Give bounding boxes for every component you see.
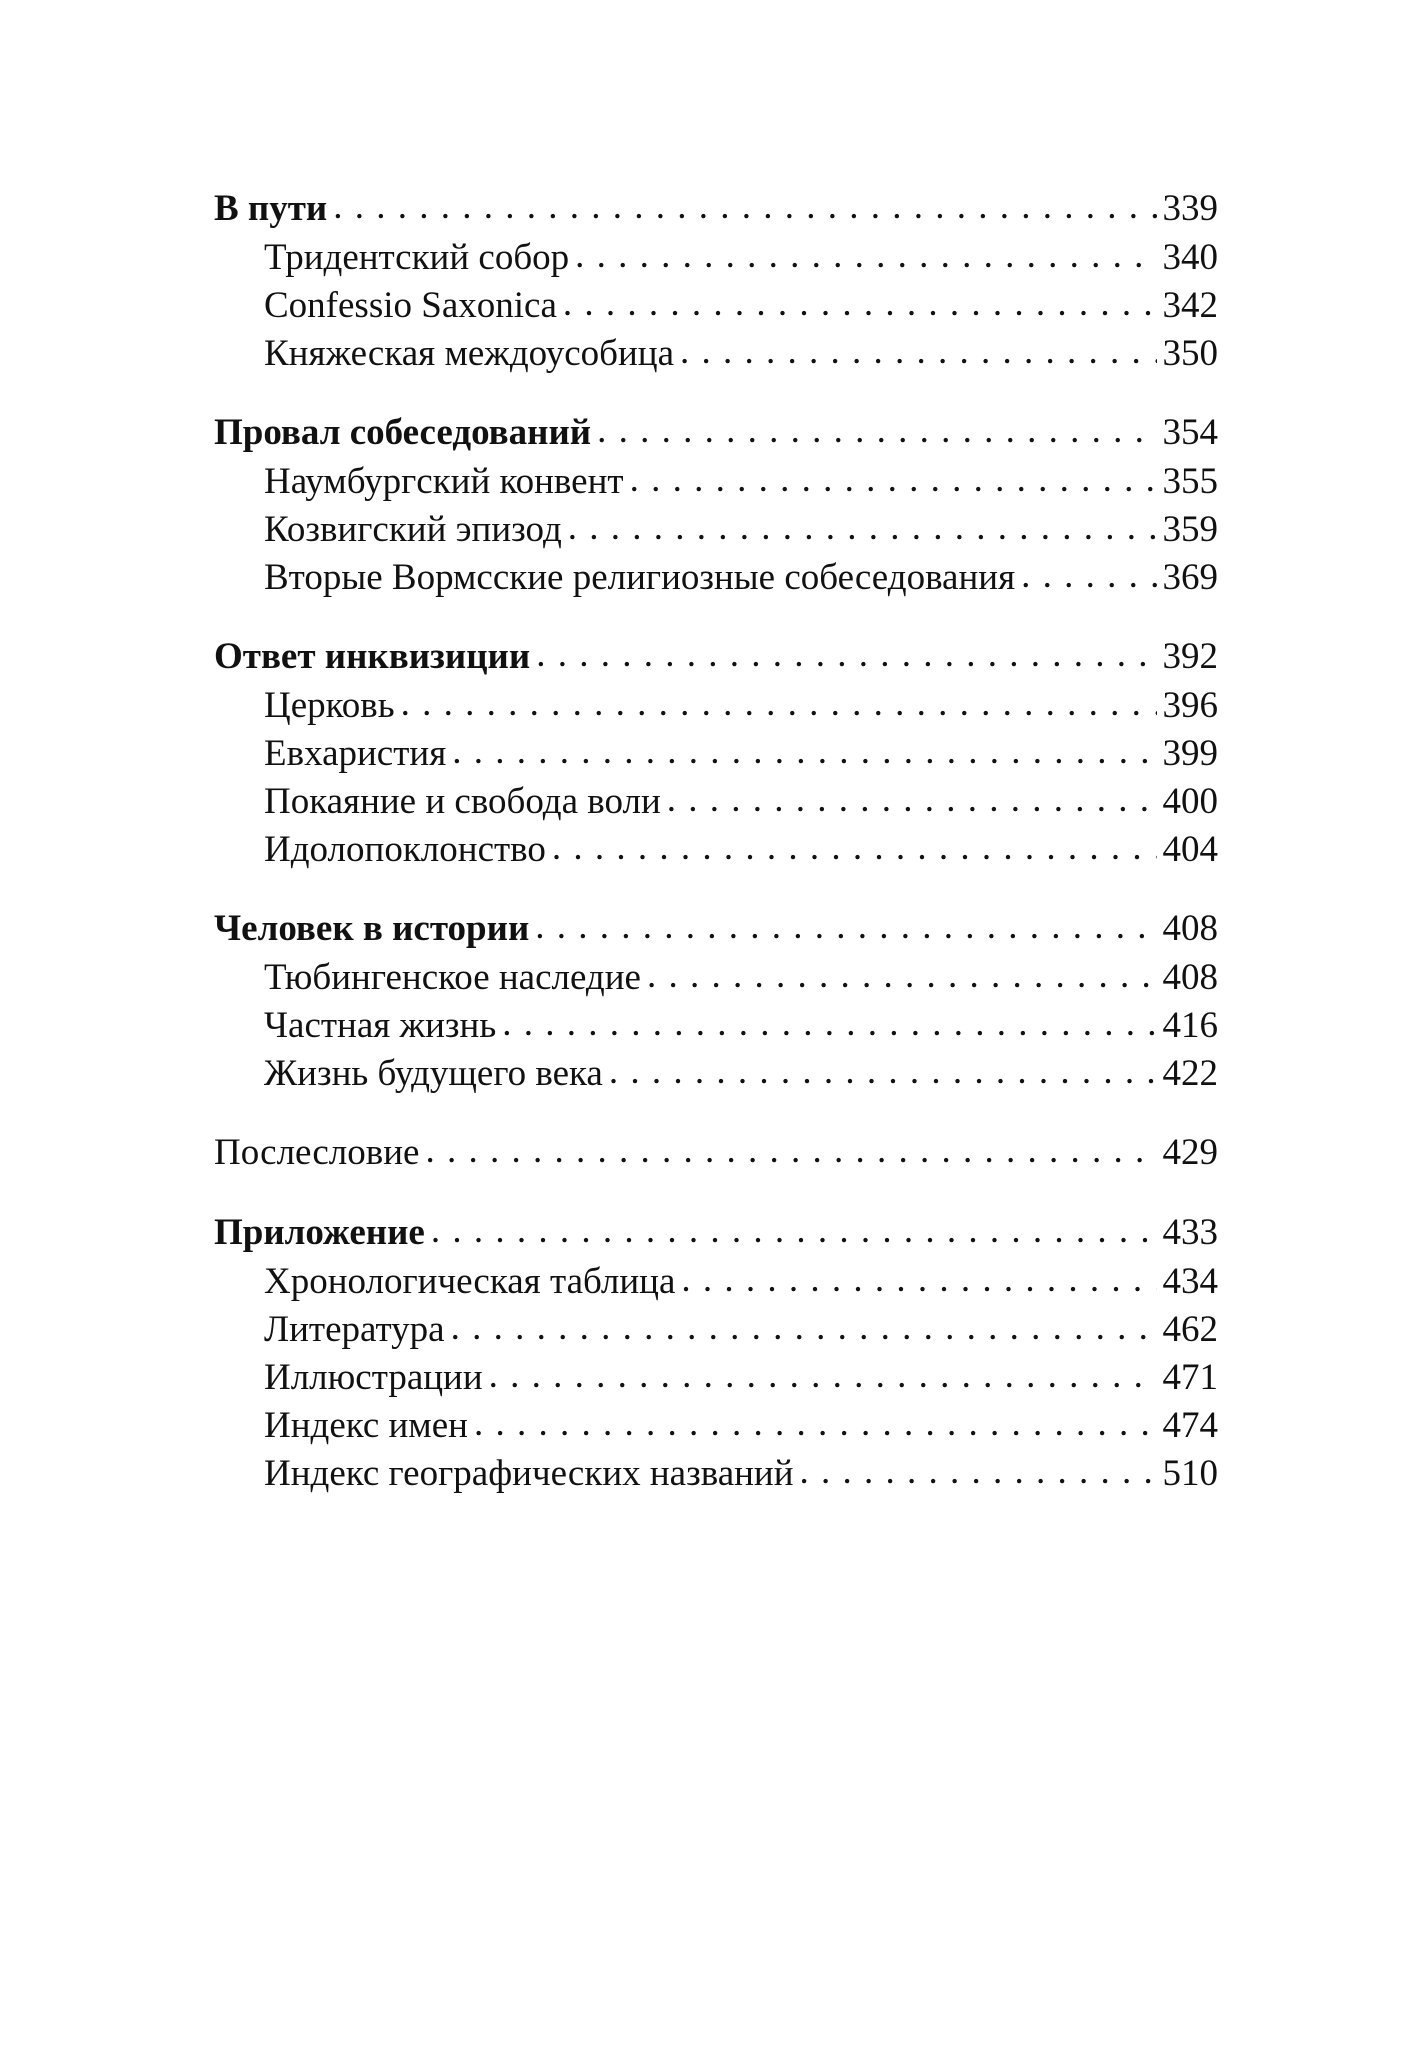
toc-subentry	[214, 1402, 1218, 1450]
subentry-title: Вторые Вормсские религиозные собеседования	[264, 557, 1016, 598]
page-number: 429	[1162, 1132, 1218, 1173]
dot-leader	[401, 680, 1157, 728]
page-number: 359	[1162, 509, 1218, 550]
toc-subentry	[214, 282, 1218, 330]
subentry-title: Тридентский собор	[264, 237, 570, 278]
dot-leader	[552, 824, 1157, 872]
toc-subentry	[214, 554, 1218, 602]
toc-chapter-entry	[214, 904, 1218, 954]
toc-subentry	[214, 506, 1218, 554]
subentry-title: Литература	[264, 1309, 445, 1350]
page-number: 416	[1162, 1005, 1218, 1046]
subentry-title: Тюбингенское наследие	[264, 957, 641, 998]
dot-leader	[431, 1206, 1157, 1256]
subentry-title: Индекс географических названий	[264, 1453, 794, 1494]
dot-leader	[474, 1400, 1157, 1448]
toc-subentry	[214, 1306, 1218, 1354]
page-number: 392	[1162, 636, 1218, 677]
page-number: 350	[1162, 333, 1218, 374]
toc-section	[214, 632, 1218, 874]
dot-leader	[609, 1048, 1157, 1096]
page-number: 354	[1162, 412, 1218, 453]
page-number: 396	[1162, 685, 1218, 726]
toc-section	[214, 408, 1218, 602]
page-number: 408	[1162, 908, 1218, 949]
page-number: 471	[1162, 1357, 1218, 1398]
subentry-title: Confessio Saxonica	[264, 285, 557, 326]
toc-subentry	[214, 682, 1218, 730]
dot-leader	[568, 504, 1157, 552]
dot-leader	[425, 1126, 1156, 1176]
page-number: 408	[1162, 957, 1218, 998]
page-number: 510	[1162, 1453, 1218, 1494]
table-of-contents	[214, 184, 1218, 1528]
page-number: 433	[1162, 1212, 1218, 1253]
toc-subentry	[214, 330, 1218, 378]
page-number: 355	[1162, 461, 1218, 502]
page-number: 400	[1162, 781, 1218, 822]
chapter-title: Человек в истории	[214, 908, 530, 949]
dot-leader	[800, 1448, 1157, 1496]
toc-subentry	[214, 826, 1218, 874]
subentry-title: Идолопоклонство	[264, 829, 546, 870]
page-number: 339	[1162, 188, 1218, 229]
toc-chapter-entry	[214, 184, 1218, 234]
page-number: 399	[1162, 733, 1218, 774]
dot-leader	[575, 232, 1156, 280]
page-number: 474	[1162, 1405, 1218, 1446]
subentry-title: Индекс имен	[264, 1405, 468, 1446]
dot-leader	[630, 456, 1157, 504]
subentry-title: Иллюстрации	[264, 1357, 483, 1398]
dot-leader	[333, 182, 1156, 232]
subentry-title: Покаяние и свобода воли	[264, 781, 661, 822]
page-number: 462	[1162, 1309, 1218, 1350]
toc-subentry	[214, 458, 1218, 506]
dot-leader	[680, 328, 1156, 376]
dot-leader	[681, 1256, 1156, 1304]
chapter-title: Ответ инквизиции	[214, 636, 531, 677]
page-number: 340	[1162, 237, 1218, 278]
page-number: 422	[1162, 1053, 1218, 1094]
subentry-title: Наумбургский конвент	[264, 461, 624, 502]
dot-leader	[667, 776, 1157, 824]
dot-leader	[536, 630, 1156, 680]
subentry-title: Церковь	[264, 685, 395, 726]
chapter-title: Приложение	[214, 1212, 425, 1253]
toc-subentry	[214, 1354, 1218, 1402]
subentry-title: Козвигский эпизод	[264, 509, 562, 550]
chapter-title: Провал собеседований	[214, 412, 592, 453]
page-number: 369	[1162, 557, 1218, 598]
page-number: 342	[1162, 285, 1218, 326]
subentry-title: Евхаристия	[264, 733, 447, 774]
dot-leader	[451, 1304, 1157, 1352]
toc-section	[214, 1128, 1218, 1178]
chapter-title: В пути	[214, 188, 328, 229]
page-number: 434	[1162, 1261, 1218, 1302]
page-number: 404	[1162, 829, 1218, 870]
dot-leader	[647, 952, 1157, 1000]
subentry-title: Жизнь будущего века	[264, 1053, 603, 1094]
subentry-title: Хронологическая таблица	[264, 1261, 676, 1302]
chapter-title: Послесловие	[214, 1132, 420, 1173]
subentry-title: Княжеская междоусобица	[264, 333, 675, 374]
dot-leader	[489, 1352, 1157, 1400]
toc-subentry	[214, 778, 1218, 826]
toc-section	[214, 904, 1218, 1098]
toc-subentry	[214, 1002, 1218, 1050]
toc-subentry	[214, 234, 1218, 282]
dot-leader	[452, 728, 1156, 776]
toc-chapter-entry	[214, 408, 1218, 458]
toc-subentry	[214, 954, 1218, 1002]
toc-section	[214, 184, 1218, 378]
subentry-title: Частная жизнь	[264, 1005, 497, 1046]
dot-leader	[563, 280, 1157, 328]
toc-subentry	[214, 1450, 1218, 1498]
dot-leader	[1021, 552, 1156, 600]
toc-chapter-entry	[214, 632, 1218, 682]
toc-section	[214, 1208, 1218, 1498]
dot-leader	[502, 1000, 1156, 1048]
toc-subentry	[214, 1258, 1218, 1306]
toc-chapter-entry	[214, 1128, 1218, 1178]
dot-leader	[535, 902, 1156, 952]
dot-leader	[597, 406, 1156, 456]
toc-subentry	[214, 1050, 1218, 1098]
toc-subentry	[214, 730, 1218, 778]
toc-chapter-entry	[214, 1208, 1218, 1258]
